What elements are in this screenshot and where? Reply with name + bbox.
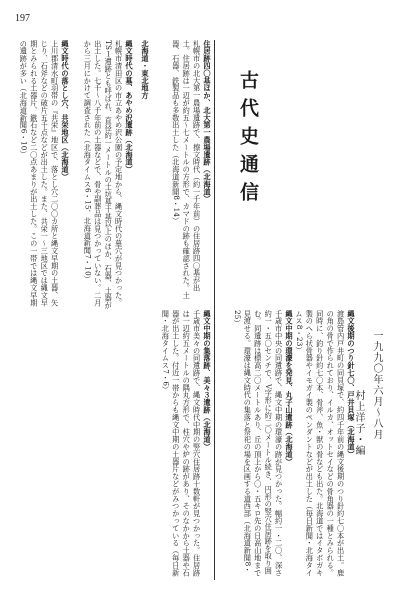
article-heading: 住居跡四〇基ほか、北大第一農場遺跡（北海道）	[203, 40, 212, 203]
article-body: 札幌市の北大第一農場遺跡で、擦文時代（約一千年前）の住居跡四〇基が出土。住居跡は一辺が約五〜七メートルの方形で、カマドの跡も確認された。土器、石器、鉄製品も多数出土した（北海道新聞8・14）	[171, 40, 202, 299]
date-range: 一九九〇年六月〜八月	[371, 330, 382, 440]
column-divider	[214, 40, 215, 580]
article-body: 渡島管内戸井町の同貝塚で、約四千年前の縄文後期のつり針約七〇本が出土。鹿の角の骨で作られており、イルカ、オットセイなどの骨角器の一種とみられる。同時に、釣り針約七〇本、骨斧、魚・獣の骨なども出た。北海道ではイタボガキ製のへら状骨器やイモガイ製のペンダントなどが出土した（毎日新聞・北海タイムス8・23）	[294, 310, 346, 577]
article-heading: 縄文時代の落とし穴、共栄地区（北海道）	[61, 40, 70, 181]
article-body: 千歳市中央の同遺跡で、縄文中期の環濠の跡が見つかった。幅約一・二〇、深さ約一・五〇センチで、V字形に約二〇メートル続き、円形の竪穴住居跡を取り囲む。同遺跡は標高二〇メートルあり、丘の頂上から〇・五キロ先の日高山地まで見渡せる。環濠は縄文時代の集落と祭祀の場を区画する道西部（北海道新聞8・25）	[232, 310, 284, 577]
section-heading: 北海道・東北地方	[141, 40, 150, 100]
article-2	[150, 310, 212, 580]
article-5	[72, 40, 134, 310]
article-0	[296, 310, 356, 580]
article-body: 上川郡清水町羽帯の『共栄』地区で、落とし穴二〇〇カ所と縄文早期の土器、矢じり、石斧などの破片五千点などが出土した。また、共栄一〜三地区では縄文早期とみられる土器片、鏃石など二〇点あまりが出土した。この一帯では縄文早期の遺跡が多い（北海道新聞6・10）	[19, 40, 60, 307]
article-body: 札幌市清田区の市立あやめ沢公園の予定地から、縄文時代の墓穴が見つかった。TS１遺跡とも呼ばれ、直径約一メートルの土坑墓十基以上のほか、石器、土器が出土した。七千〜八千年前の土器などで、骨や副葬品は見つかっていない。二月から三月にかけて調査された（北海タイムス6・15、北海道新聞7・10）	[83, 40, 124, 310]
article-heading: 縄文中期の集落跡、美々３遺跡（北海道）	[203, 310, 212, 451]
page-number: 197	[15, 13, 30, 24]
article-6	[12, 40, 70, 310]
page-title: 古代史通信	[237, 70, 259, 210]
article-1	[220, 310, 294, 580]
region-heading	[136, 40, 150, 300]
article-heading: 縄文中期の環濠を発見、丸子山遺跡（北海道）	[285, 310, 294, 466]
article-heading: 縄文時代の墓、あやめ沢遺跡（北海道）	[125, 40, 134, 174]
article-heading: 縄文後期のつり針七〇、戸井貝塚（北海道）	[347, 310, 356, 458]
article-3	[164, 40, 212, 300]
editor-credit: 村上洋子・編	[353, 390, 364, 456]
article-body: 千歳市美々の同遺跡で、縄文時代中期の竪穴住居跡十数軒が見つかった。住居跡は一辺約五メートルの隅丸方形で、柱穴や炉の跡があり、そのなかから土器や石器が出土した。付近一帯からも縄文中期の土器片などがみつかっている（毎日新聞・北海タイムス7・6）	[161, 310, 202, 577]
